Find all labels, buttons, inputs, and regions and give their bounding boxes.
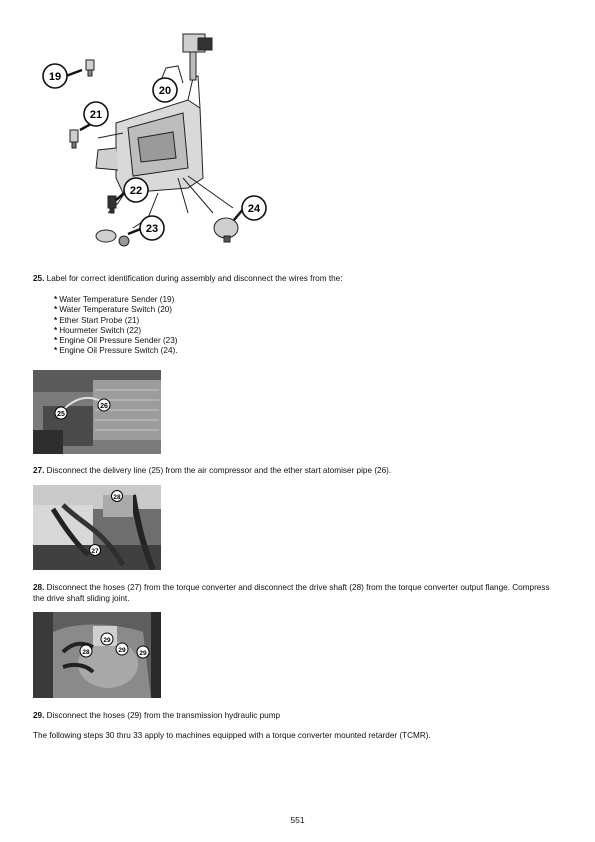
sensor-diagram (38, 28, 278, 253)
step-29-number: 29. (33, 711, 45, 720)
list-item: * Engine Oil Pressure Switch (24). (54, 346, 178, 356)
photo3-label-28: 28 (82, 649, 90, 656)
tcmr-note: The following steps 30 thru 33 apply to machines equipped with a torque converter mounted retarder (TCMR). (33, 731, 431, 740)
photo2-label-27: 27 (91, 548, 99, 555)
page-number: 551 (290, 815, 305, 825)
callout-19: 19 (48, 71, 62, 83)
step-25-number: 25. (33, 274, 45, 283)
step-28-text: Disconnect the hoses (27) from the torque converter and disconnect the drive shaft (28) from the torque converter output flange. Compress the drive shaft sliding joint. (33, 583, 550, 603)
list-item: * Hourmeter Switch (22) (54, 325, 142, 335)
step-25-text: Label for correct identification during assembly and disconnect the wires from the: (44, 274, 343, 283)
list-item: * Water Temperature Sender (19) (54, 295, 175, 304)
list-item: * Engine Oil Pressure Sender (23) (54, 336, 178, 346)
photo3-label-29c: 29 (139, 650, 147, 657)
step-27 (33, 466, 563, 477)
sensor-diagram-drawing (38, 28, 278, 253)
callout-24: 24 (247, 203, 261, 215)
step-27-number: 27. (33, 466, 45, 475)
step-28 (33, 583, 563, 604)
photo1-label-26: 26 (100, 403, 108, 410)
photo3-label-29: 29 (103, 637, 111, 644)
step-29 (33, 711, 563, 722)
callout-22: 22 (129, 185, 143, 197)
callout-20: 20 (158, 85, 172, 97)
callout-21: 21 (89, 109, 103, 121)
step-27-text: Disconnect the delivery line (25) from the air compressor and the ether start atomiser pipe (26). (44, 466, 392, 475)
sensor-list (54, 295, 178, 357)
callout-23: 23 (145, 223, 159, 235)
photo1-label-25: 25 (57, 411, 65, 418)
list-item: * Ether Start Probe (21) (54, 315, 140, 325)
photo-hydraulic-pump (33, 612, 161, 698)
photo-hoses-drive-shaft (33, 485, 161, 570)
photo2-label-28: 28 (113, 494, 121, 501)
list-item: * Water Temperature Switch (20) (54, 305, 173, 315)
photo3-label-29b: 29 (118, 647, 126, 654)
step-29-text: Disconnect the hoses (29) from the transmission hydraulic pump (44, 711, 281, 720)
photo-delivery-line (33, 370, 161, 454)
step-25 (33, 274, 563, 285)
step-28-number: 28. (33, 583, 45, 592)
